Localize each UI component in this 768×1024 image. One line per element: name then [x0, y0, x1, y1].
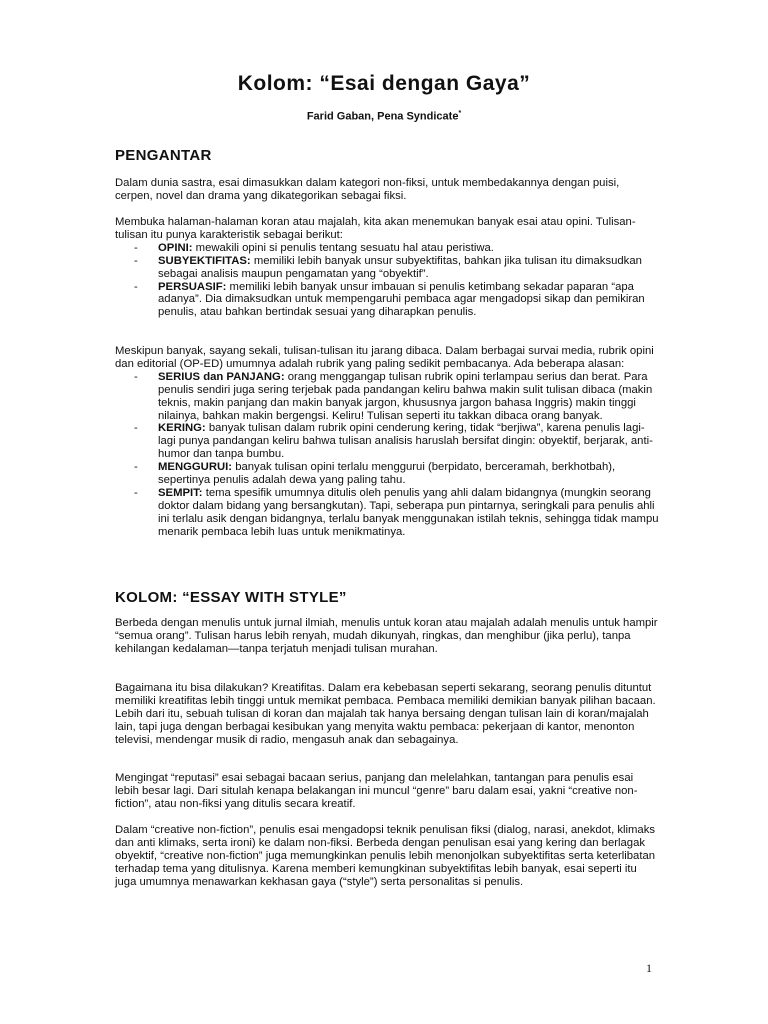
list-term: OPINI: — [158, 241, 193, 254]
kolom-paragraph-2 — [115, 682, 660, 747]
list-term: KERING: — [158, 422, 206, 435]
list-item — [115, 422, 660, 461]
list-term: SUBYEKTIFITAS: — [158, 254, 251, 267]
reasons-list — [115, 371, 660, 539]
author-name: Farid Gaban, Pena Syndicate — [306, 110, 459, 123]
list-text: banyak tulisan opini terlalu menggurui (berpidato, berceramah, berkhotbah), sepertinya penulis adalah dewa yang paling tahu. — [158, 461, 616, 487]
heading-kolom: KOLOM: “ESSAY WITH STYLE” — [115, 589, 347, 606]
pengantar-paragraph-3 — [115, 345, 660, 539]
list-item — [115, 255, 660, 281]
list-item — [115, 281, 660, 320]
pengantar-paragraph-1 — [115, 177, 660, 203]
paragraph-text: Bagaimana itu bisa dilakukan? Kreatifitas. Dalam era kebebasan seperti sekarang, seorang penulis dituntut memiliki kreatifitas lebih tinggi untuk memikat pembaca. Pembaca memiliki demikian banyak pilihan bacaan. Lebih dari itu, sebuah tulisan di koran dan majalah tak hanya bersaing dengan tulisan lain di koran/majalah lain, tapi juga dengan berbagai kesibukan yang menyita waktu pembaca: pekerjaan di kantor, menonton televisi, mendengar musik di radio, mengasuh anak dan sebagainya. — [115, 682, 656, 746]
paragraph-text: Meskipun banyak, sayang sekali, tulisan-tulisan itu jarang dibaca. Dalam berbagai survai media, rubrik opini dan editorial (OP-ED) umumnya adalah rubrik yang paling sedikit pembacanya. Ada beberapa alasan: — [115, 345, 654, 370]
list-text: banyak tulisan dalam rubrik opini cenderung kering, tidak “berjiwa”, karena penulis lagi-lagi punya pandangan keliru bahwa tulisan analisis haruslah bersifat dingin: obyektif, berjarak, anti-humor dan tanpa bumbu. — [158, 422, 653, 461]
list-item — [115, 461, 660, 487]
list-text: orang menggangap tulisan rubrik opini terlampau serius dan berat. Para penulis sendiri juga sering terjebak pada pandangan keliru bahwa makin sulit tulisan dibaca (makin teknis, makin panjang dan makin banyak jargon, khususnya jargon bahasa Inggris) makin tinggi nilainya, bahkan makin bergengsi. Keliru! Tulisan seperti itu takkan dibaca orang banyak. — [158, 370, 653, 422]
characteristics-list — [115, 242, 660, 319]
pengantar-paragraph-2 — [115, 216, 660, 319]
paragraph-text: Berbeda dengan menulis untuk jurnal ilmiah, menulis untuk koran atau majalah adalah menulis untuk hampir “semua orang”. Tulisan harus lebih renyah, mudah dikunyah, ringkas, dan menghibur (jika perlu), tanpa kehilangan kedalaman—tanpa terjatuh menjadi tulisan murahan. — [115, 617, 658, 655]
kolom-paragraph-3 — [115, 772, 660, 811]
list-term: MENGGURUI: — [158, 461, 233, 474]
list-term: PERSUASIF: — [158, 280, 227, 293]
document-title: Kolom: “Esai dengan Gaya” — [237, 72, 531, 95]
kolom-paragraph-4 — [115, 824, 660, 889]
author-footnote-mark: * — [458, 110, 462, 117]
paragraph-text: Dalam “creative non-fiction”, penulis esai mengadopsi teknik penulisan fiksi (dialog, narasi, anekdot, klimaks dan anti klimaks, serta ironi) ke dalam non-fiksi. Berbeda dengan penulisan esai yang kering dan berlagak obyektif, “creative non-fiction” juga memungkinkan penulis lebih menonjolkan subyektifitas serta keterlibatan terhadap tema yang ditulisnya. Karena memberi kemungkinan subyektifitas lebih banyak, esai seperti itu juga umumnya menawarkan kekhasan gaya (“style”) serta personalitas si penulis. — [115, 824, 656, 888]
list-item — [115, 242, 660, 255]
list-item — [115, 371, 660, 423]
list-text: mewakili opini si penulis tentang sesuatu hal atau peristiwa. — [192, 241, 494, 254]
list-item — [115, 487, 660, 539]
heading-pengantar: PENGANTAR — [115, 147, 212, 164]
kolom-paragraph-1 — [115, 617, 660, 656]
paragraph-text: Membuka halaman-halaman koran atau majalah, kita akan menemukan banyak esai atau opini. Tulisan-tulisan itu punya karakteristik sebagai berikut: — [115, 216, 636, 241]
list-text: memiliki lebih banyak unsur subyektifitas, bahkan jika tulisan itu dimaksudkan sebagai analisis maupun pengamatan yang “obyektif”. — [158, 254, 642, 280]
list-term: SERIUS dan PANJANG: — [158, 370, 285, 383]
list-term: SEMPIT: — [158, 486, 203, 499]
author-line — [0, 110, 768, 123]
paragraph-text: Dalam dunia sastra, esai dimasukkan dalam kategori non-fiksi, untuk membedakannya dengan puisi, cerpen, novel dan drama yang dikategorikan sebagai fiksi. — [115, 177, 620, 202]
list-text: tema spesifik umumnya ditulis oleh penulis yang ahli dalam bidangnya (mungkin seorang doktor dalam bidang yang bersangkutan). Tapi, seberapa pun pintarnya, seringkali para penulis ahli ini terlalu asik dengan bidangnya, terlalu banyak menggunakan istilah teknis, sehingga tidak mampu menarik pembaca lebih luas untuk menikmatinya. — [158, 486, 659, 538]
paragraph-text: Mengingat “reputasi” esai sebagai bacaan serius, panjang dan melelahkan, tantangan para penulis esai lebih besar lagi. Dari situlah kenapa belakangan ini muncul “genre” baru dalam esai, yakni “creative non-fiction”, atau non-fiksi yang ditulis secara kreatif. — [115, 772, 638, 810]
page-number: 1 — [646, 961, 652, 975]
list-text: memiliki lebih banyak unsur imbauan si penulis ketimbang sekadar paparan “apa adanya”. Dia dimaksudkan untuk mempengaruhi pembaca agar mengadopsi sikap dan pemikiran penulis, atau bahkan bertindak sesuai yang diharapkan penulis. — [158, 280, 645, 319]
